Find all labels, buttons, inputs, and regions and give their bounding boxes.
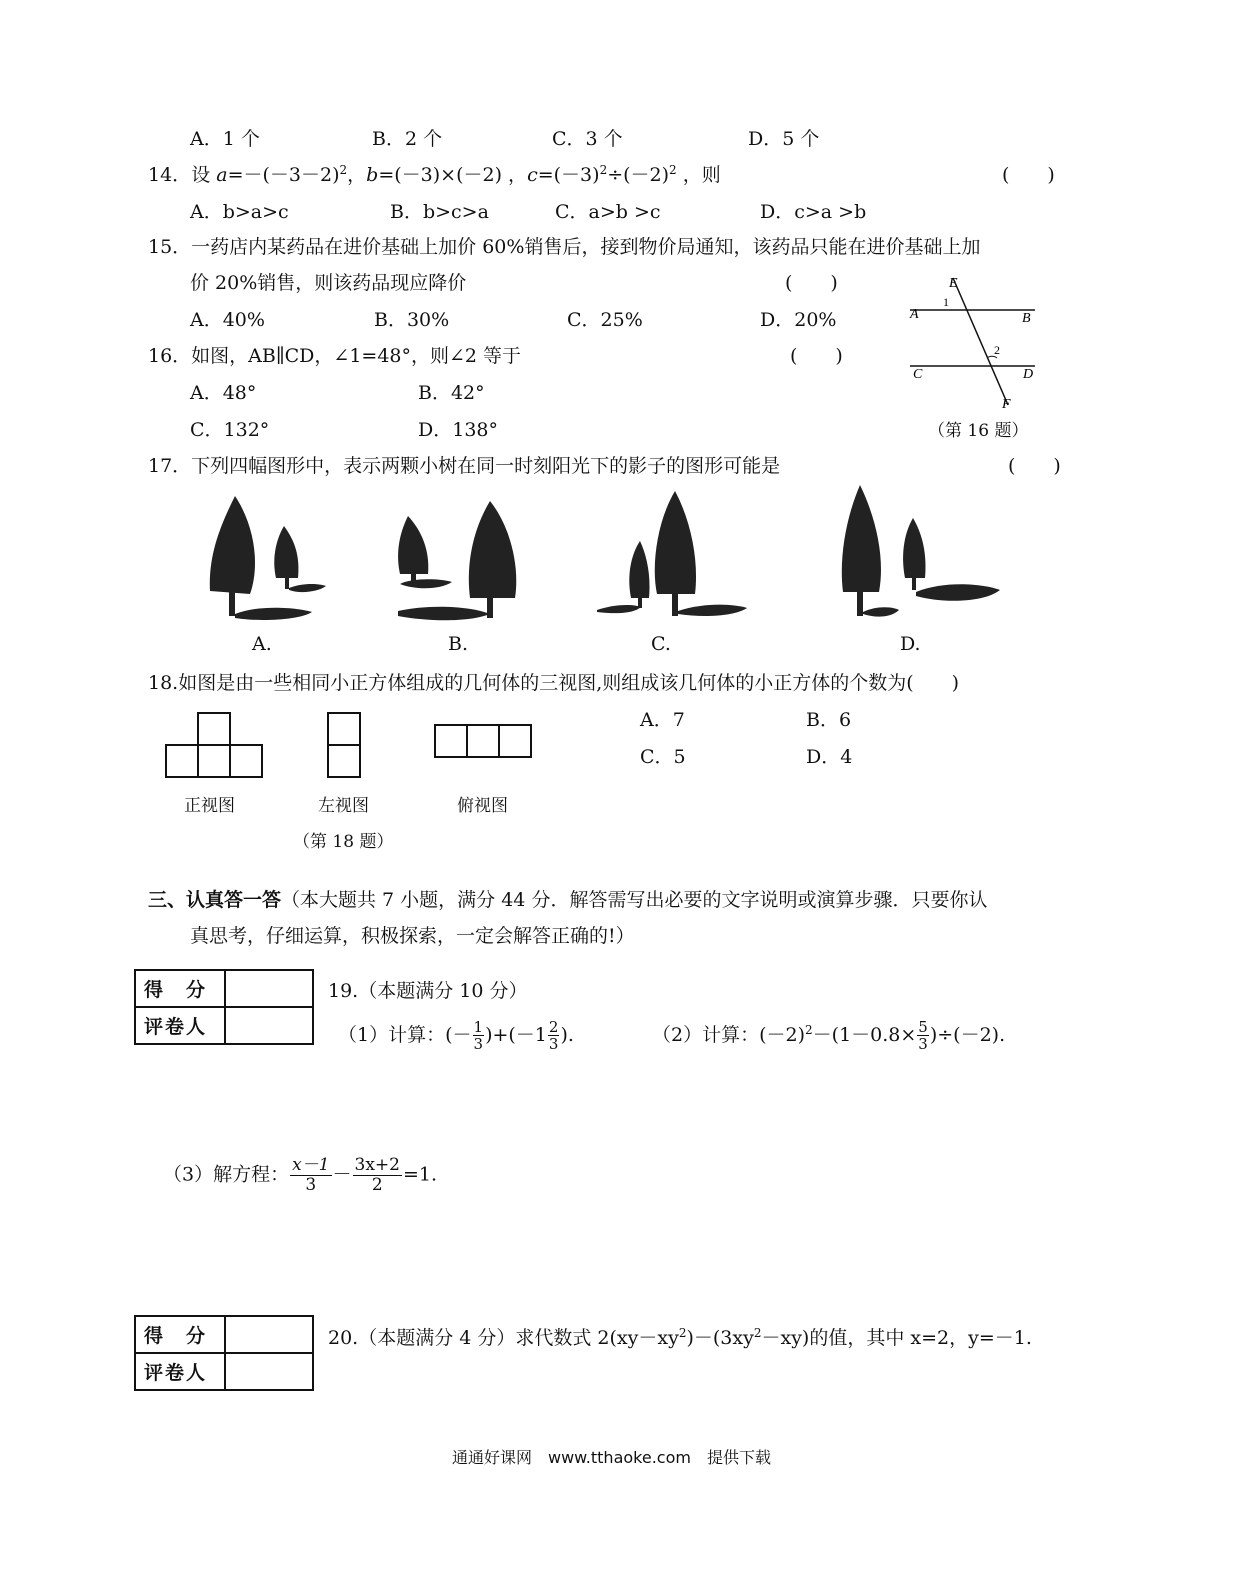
- label-angle-1: 1: [943, 295, 949, 309]
- q18-front-view-label: 正视图: [184, 796, 235, 816]
- q17-label-b: B.: [448, 633, 469, 655]
- q14-option-c: C．a>b >c: [555, 201, 661, 223]
- q16-stem: 16．如图，AB∥CD，∠1=48°，则∠2 等于: [148, 345, 522, 367]
- label-angle-2: 2: [994, 343, 1000, 357]
- label-b: B: [1022, 311, 1031, 326]
- grader-input[interactable]: [225, 1007, 313, 1044]
- section3-heading: 三、认真答一答（本大题共 7 小题，满分 44 分．解答需写出必要的文字说明或演算步骤．只要你认: [148, 889, 988, 911]
- q15-answer-blank: ( ): [785, 272, 838, 294]
- q13-option-a: A．1 个: [190, 128, 260, 150]
- q18-left-view-label: 左视图: [318, 796, 369, 816]
- q18-front-view: [165, 712, 265, 778]
- q18-option-d: D．4: [806, 746, 853, 768]
- q14-stem: 14．设 $a=-(-3-2)^2$，b=(－3)×(－2) ，$c=(-3)^2\div(-2)^2$ ，则: [148, 163, 721, 186]
- q16-answer-blank: ( ): [790, 345, 843, 367]
- q15-option-b: B．30%: [374, 309, 450, 331]
- q18-top-view-label: 俯视图: [457, 796, 508, 816]
- q14-option-a: A．b>a>c: [190, 201, 289, 223]
- q19-part2: （2）计算：$(-2)^2-(1-0.8\times$ $\frac{5}{3}$ )÷(－2).: [652, 1018, 1006, 1053]
- label-d: D: [1023, 367, 1034, 382]
- q15-option-c: C．25%: [567, 309, 643, 331]
- q17-answer-blank: ( ): [1008, 455, 1061, 477]
- q20-stem: 20.（本题满分 4 分）求代数式 $2(xy-xy^2)-(3xy^2-xy)$的值，其中 x=2，y=－1.: [328, 1326, 1032, 1349]
- q17-trees-figure-b: [390, 486, 530, 626]
- q17-stem: 17．下列四幅图形中，表示两颗小树在同一时刻阳光下的影子的图形可能是: [148, 455, 781, 477]
- q14-option-b: B．b>c>a: [390, 201, 489, 223]
- grader-label: 评卷人: [135, 1353, 225, 1390]
- page-footer: 通通好课网 www.tthaoke.com 提供下载: [452, 1448, 771, 1467]
- label-c: C: [913, 367, 923, 382]
- score-label: 得 分: [135, 970, 225, 1007]
- q19-part1: （1）计算：(－ $\frac{1}{3}$ )+(－1 $\frac{2}{3}$ ).: [338, 1018, 574, 1053]
- q16-option-c: C．132°: [190, 419, 270, 441]
- q17-trees-figure-d: [835, 480, 1005, 625]
- q18-stem: 18.如图是由一些相同小正方体组成的几何体的三视图,则组成该几何体的小正方体的个数为( ): [148, 672, 960, 694]
- q15-stem-line1: 15．一药店内某药品在进价基础上加价 60%销售后，接到物价局通知，该药品只能在进价基础上加: [148, 236, 981, 258]
- q17-label-a: A.: [252, 633, 272, 655]
- score-input[interactable]: [225, 970, 313, 1007]
- q17-trees-figure-c: [595, 486, 755, 626]
- q16-option-b: B．42°: [418, 382, 485, 404]
- q14-option-d: D．c>a >b: [760, 201, 867, 223]
- q17-label-d: D.: [900, 633, 921, 655]
- score-label: 得 分: [135, 1316, 225, 1353]
- q18-option-a: A．7: [640, 709, 685, 731]
- q18-left-view: [327, 712, 363, 778]
- label-e: E: [949, 276, 958, 291]
- q15-option-d: D．20%: [760, 309, 837, 331]
- score-input[interactable]: [225, 1316, 313, 1353]
- q15-option-a: A．40%: [190, 309, 265, 331]
- q16-caption: （第 16 题）: [928, 421, 1029, 441]
- q16-option-d: D．138°: [418, 419, 498, 441]
- q20-score-box: [134, 1315, 314, 1391]
- grader-label: 评卷人: [135, 1007, 225, 1044]
- q16-parallel-lines-figure: [900, 270, 1050, 415]
- q16-option-a: A．48°: [190, 382, 257, 404]
- q17-label-c: C.: [651, 633, 671, 655]
- q18-caption: （第 18 题）: [293, 832, 394, 852]
- q17-trees-figure-a: [200, 486, 330, 626]
- q13-option-c: C．3 个: [552, 128, 623, 150]
- label-f: F: [1002, 397, 1011, 412]
- q14-answer-blank: ( ): [1002, 164, 1055, 186]
- grader-input[interactable]: [225, 1353, 313, 1390]
- section3-desc-line2: 真思考，仔细运算，积极探索，一定会解答正确的!）: [190, 925, 635, 947]
- q18-option-b: B．6: [806, 709, 852, 731]
- q18-top-view: [434, 724, 534, 760]
- q19-score-box: [134, 969, 314, 1045]
- q13-option-d: D．5 个: [748, 128, 820, 150]
- label-a: A: [910, 307, 919, 322]
- q19-part3: （3）解方程： $\frac{x-1}{3}$ － $\frac{3x+2}{2}$ =1.: [163, 1155, 438, 1195]
- q13-option-b: B．2 个: [372, 128, 443, 150]
- q19-title: 19.（本题满分 10 分）: [328, 980, 528, 1002]
- q15-stem-line2: 价 20%销售，则该药品现应降价: [190, 272, 467, 294]
- q18-option-c: C．5: [640, 746, 686, 768]
